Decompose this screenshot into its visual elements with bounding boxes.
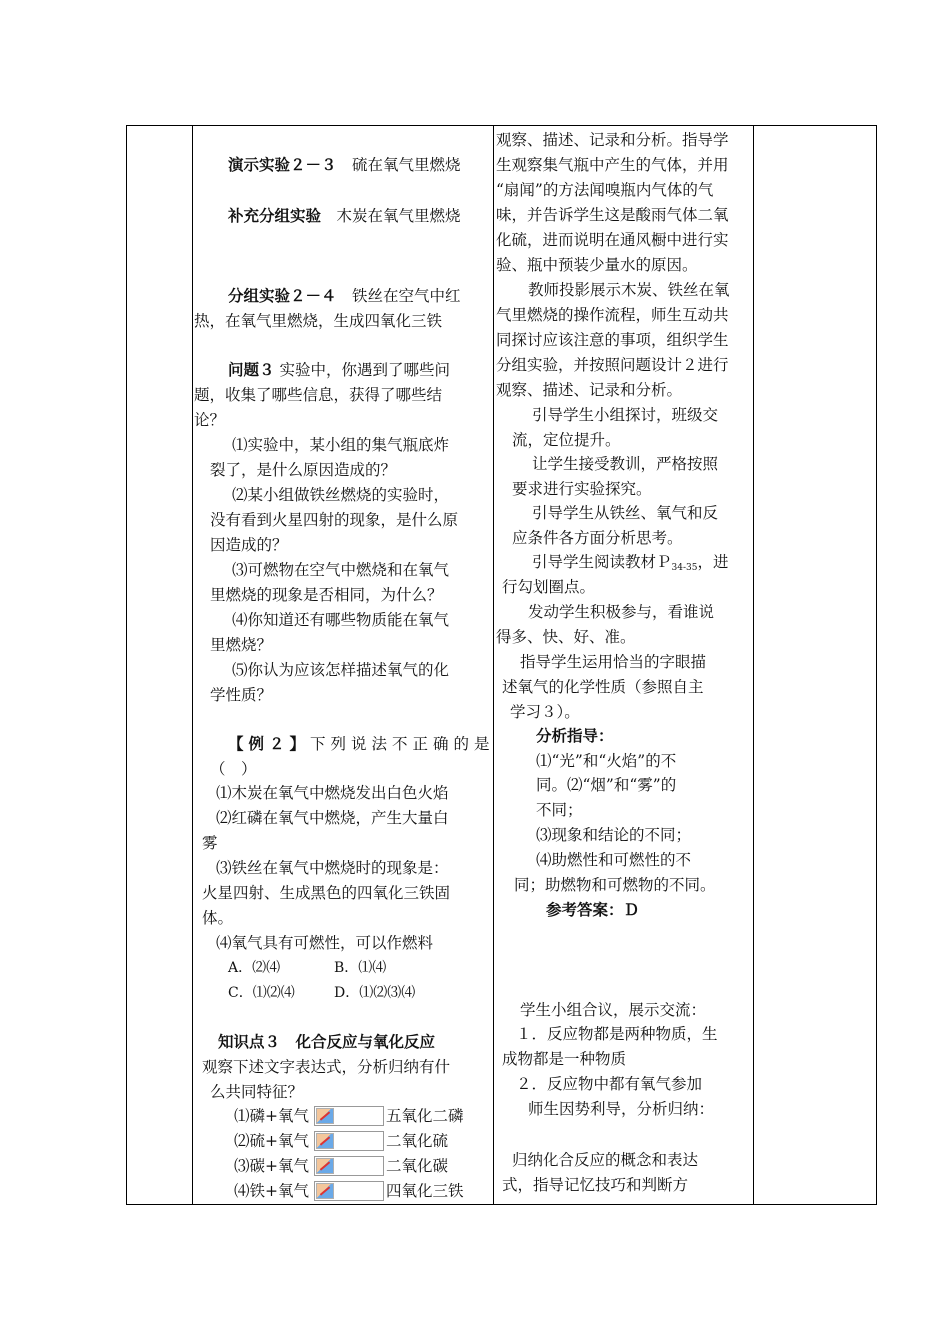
analysis-text: ⑴“光”和“火焰”的不 xyxy=(536,752,677,770)
example-item: ⑷氧气具有可燃性，可以作燃料 xyxy=(216,934,434,952)
guidance-text: 味，并告诉学生这是酸雨气体二氧 xyxy=(496,206,729,224)
guidance-text: １．反应物都是两种物质，生 xyxy=(516,1025,718,1043)
guidance-text: 得多、快、好、准。 xyxy=(496,628,636,646)
q3-item: ⑴实验中，某小组的集气瓶底炸 xyxy=(232,436,450,454)
q3-item: 里燃烧的现象是否相同，为什么？ xyxy=(210,586,443,604)
question-3-line2: 题，收集了哪些信息，获得了哪些结 xyxy=(194,386,443,404)
guidance-text: 式，指导记忆技巧和判断方 xyxy=(502,1176,689,1194)
column-divider xyxy=(753,126,754,1204)
guidance-text: 发动学生积极参与，看谁说 xyxy=(528,603,715,621)
example-answer-blank: （ ） xyxy=(210,760,257,778)
analysis-text: ⑷助燃性和可燃性的不 xyxy=(536,851,692,869)
example-item: 雾 xyxy=(202,834,218,852)
example-2: 【例２】下列说法不正确的是 xyxy=(228,734,495,753)
guidance-text: 引导学生从铁丝、氧气和反 xyxy=(532,504,719,522)
equation-right: 二氧化碳 xyxy=(386,1157,449,1175)
guidance-text: 行勾划圈点。 xyxy=(502,578,596,596)
guidance-text: 化硫，进而说明在通风橱中进行实 xyxy=(496,231,729,249)
guidance-text: 同探讨应该注意的事项，组织学生 xyxy=(496,331,729,349)
guidance-text: 气里燃烧的操作流程，师生互动共 xyxy=(496,306,729,324)
analysis-title: 分析指导： xyxy=(536,726,614,745)
knowledge-point-3-text: 观察下述文字表达式，分析归纳有什 xyxy=(202,1058,451,1076)
q3-item: 学性质？ xyxy=(210,686,273,704)
broken-image-icon xyxy=(316,1108,334,1124)
reaction-arrow-image xyxy=(314,1106,384,1126)
guidance-text: ２．反应物中都有氧气参加 xyxy=(516,1075,703,1093)
analysis-text: 同；助燃物和可燃物的不同。 xyxy=(514,876,716,894)
reaction-arrow-image xyxy=(314,1156,384,1176)
guidance-text: 应条件各方面分析思考。 xyxy=(512,529,683,547)
q3-item: ⑸你认为应该怎样描述氧气的化 xyxy=(232,661,450,679)
reference-answer: 参考答案：Ｄ xyxy=(546,900,640,919)
guidance-text: 流，定位提升。 xyxy=(512,431,621,449)
equation-left: ⑵硫+氧气 xyxy=(234,1132,309,1150)
choice-b: B．⑴⑷ xyxy=(334,960,387,976)
equation-left: ⑶碳+氧气 xyxy=(234,1157,309,1175)
guidance-text: 生观察集气瓶中产生的气体，并用 xyxy=(496,156,729,174)
equation-left: ⑴磷+氧气 xyxy=(234,1107,309,1125)
question-3: 问题３ 实验中，你遇到了哪些问 xyxy=(228,360,450,379)
guidance-text: 观察、描述、记录和分析。 xyxy=(496,381,683,399)
guidance-text: 要求进行实验探究。 xyxy=(512,480,652,498)
guidance-text: 学生小组合议，展示交流： xyxy=(520,1001,707,1019)
guidance-text: “扇闻”的方法闻嗅瓶内气体的气 xyxy=(496,181,714,199)
q3-item: 裂了，是什么原因造成的？ xyxy=(210,461,397,479)
q3-item: ⑵某小组做铁丝燃烧的实验时， xyxy=(232,486,450,504)
guidance-text: 验、瓶中预装少量水的原因。 xyxy=(496,256,698,274)
question-3-line3: 论？ xyxy=(194,411,226,429)
supp-group-experiment: 补充分组实验 木炭在氧气里燃烧 xyxy=(228,206,461,225)
column-divider xyxy=(192,126,193,1204)
example-item: 体。 xyxy=(202,909,234,927)
q3-item: ⑷你知道还有哪些物质能在氧气 xyxy=(232,611,450,629)
reaction-arrow-image xyxy=(314,1181,384,1201)
q3-item: 里燃烧？ xyxy=(210,636,273,654)
guidance-text: 学习３）。 xyxy=(510,703,580,721)
guidance-text: 观察、描述、记录和分析。指导学 xyxy=(496,131,729,149)
guidance-text: 教师投影展示木炭、铁丝在氧 xyxy=(528,281,730,299)
equation-right: 二氧化硫 xyxy=(386,1132,449,1150)
equation-left: ⑷铁+氧气 xyxy=(234,1182,309,1200)
example-item: ⑵红磷在氧气中燃烧，产生大量白 xyxy=(216,809,449,827)
guidance-text: 指导学生运用恰当的字眼描 xyxy=(520,653,707,671)
knowledge-point-3-text: 么共同特征？ xyxy=(210,1083,304,1101)
broken-image-icon xyxy=(316,1133,334,1149)
guidance-text: 让学生接受教训，严格按照 xyxy=(532,455,719,473)
reaction-arrow-image xyxy=(314,1131,384,1151)
choice-d: D．⑴⑵⑶⑷ xyxy=(334,985,416,1001)
guidance-text: 成物都是一种物质 xyxy=(502,1050,627,1068)
q3-item: 没有看到火星四射的现象，是什么原 xyxy=(210,511,459,529)
guidance-text: 引导学生阅读教材Ｐ$_{34-35}$，进 xyxy=(532,553,729,573)
guidance-text: 引导学生小组探讨，班级交 xyxy=(532,406,719,424)
example-item: ⑴木炭在氧气中燃烧发出白色火焰 xyxy=(216,784,449,802)
demo-2-3: 演示实验２－３ 硫在氧气里燃烧 xyxy=(228,155,461,174)
equation-right: 五氧化二磷 xyxy=(386,1107,464,1125)
guidance-text: 分组实验，并按照问题设计２进行 xyxy=(496,356,729,374)
analysis-text: 同。⑵“烟”和“雾”的 xyxy=(536,776,677,794)
q3-item: ⑶可燃物在空气中燃烧和在氧气 xyxy=(232,561,450,579)
column-divider xyxy=(493,126,494,1204)
group-2-4-line2: 热，在氧气里燃烧，生成四氧化三铁 xyxy=(194,312,443,330)
guidance-text: 师生因势利导，分析归纳： xyxy=(528,1100,715,1118)
knowledge-point-3: 知识点３ 化合反应与氧化反应 xyxy=(218,1032,436,1051)
equation-right: 四氧化三铁 xyxy=(386,1182,464,1200)
choice-c: C．⑴⑵⑷ xyxy=(228,985,295,1001)
q3-item: 因造成的？ xyxy=(210,536,288,554)
guidance-text: 归纳化合反应的概念和表达 xyxy=(512,1151,699,1169)
guidance-text: 述氧气的化学性质（参照自主 xyxy=(502,678,704,696)
analysis-text: 不同； xyxy=(536,801,583,819)
broken-image-icon xyxy=(316,1158,334,1174)
example-item: 火星四射、生成黑色的四氧化三铁固 xyxy=(202,884,451,902)
example-item: ⑶铁丝在氧气中燃烧时的现象是： xyxy=(216,859,449,877)
broken-image-icon xyxy=(316,1183,334,1199)
group-2-4: 分组实验２－４ 铁丝在空气中红 xyxy=(228,286,461,305)
choice-a: A．⑵⑷ xyxy=(228,960,281,976)
analysis-text: ⑶现象和结论的不同； xyxy=(536,826,692,844)
